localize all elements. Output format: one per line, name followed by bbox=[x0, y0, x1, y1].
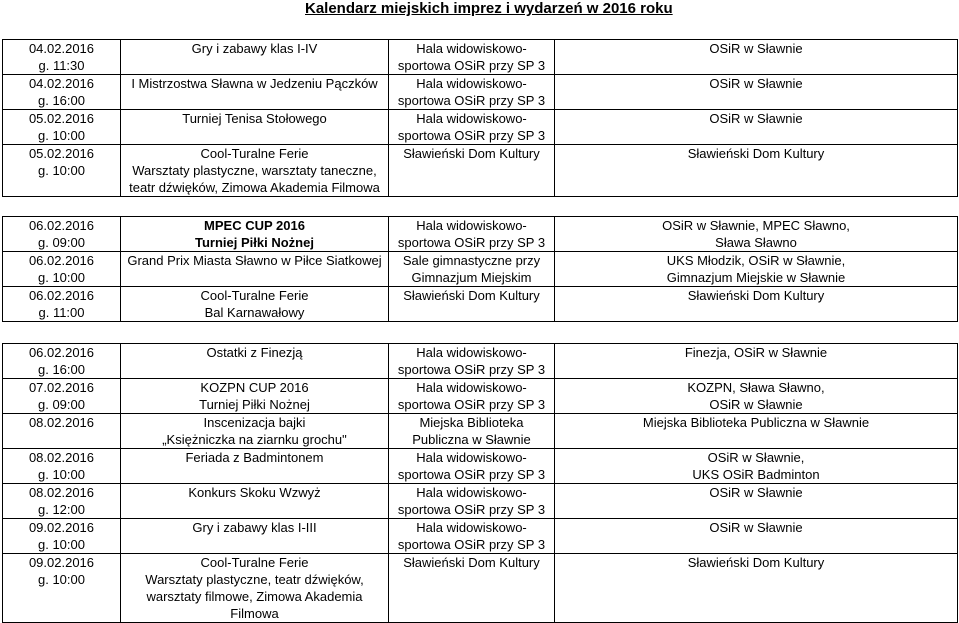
event-name-cell bbox=[121, 110, 389, 145]
event-organizer-cell-line: UKS OSiR Badminton bbox=[692, 467, 820, 482]
event-name-cell bbox=[121, 344, 389, 379]
event-place-cell-line: Hala widowiskowo- bbox=[416, 485, 527, 500]
event-date: 08.02.2016 bbox=[28, 415, 95, 430]
event-place-cell-line: Sławieński Dom Kultury bbox=[403, 555, 540, 570]
event-name-cell-line: MPEC CUP 2016 bbox=[204, 218, 305, 233]
event-organizer-cell-line: OSiR w Sławnie bbox=[709, 111, 803, 126]
event-place-cell-line: Hala widowiskowo- bbox=[416, 218, 527, 233]
event-place-cell bbox=[389, 554, 555, 623]
date-cell bbox=[3, 484, 121, 519]
event-date: 07.02.2016 bbox=[28, 380, 95, 395]
event-place-cell bbox=[389, 110, 555, 145]
event-organizer-cell-line: Miejska Biblioteka Publiczna w Sławnie bbox=[642, 415, 870, 430]
event-time: g. 10:00 bbox=[38, 537, 85, 552]
event-organizer-cell bbox=[555, 554, 958, 623]
event-name-cell-line: Gry i zabawy klas I-III bbox=[192, 520, 317, 535]
event-date: 06.02.2016 bbox=[28, 288, 95, 303]
event-place-cell-line: Hala widowiskowo- bbox=[416, 450, 527, 465]
event-organizer-cell-line: OSiR w Sławnie bbox=[709, 41, 803, 56]
table-row bbox=[3, 252, 958, 287]
event-place-cell bbox=[389, 75, 555, 110]
event-place-cell-line: Sławieński Dom Kultury bbox=[403, 288, 540, 303]
event-organizer-cell-line: Finezja, OSiR w Sławnie bbox=[684, 345, 828, 360]
event-place-cell bbox=[389, 484, 555, 519]
event-name-cell-line: Warsztaty plastyczne, warsztaty taneczne, bbox=[132, 163, 377, 178]
event-time: g. 16:00 bbox=[38, 362, 85, 377]
event-date: 08.02.2016 bbox=[28, 450, 95, 465]
event-place-cell bbox=[389, 519, 555, 554]
event-name-cell bbox=[121, 484, 389, 519]
event-name-cell bbox=[121, 414, 389, 449]
group-gap bbox=[3, 322, 958, 344]
event-place-cell-line: Gimnazjum Miejskim bbox=[411, 270, 532, 285]
event-organizer-cell-line: KOZPN, Sława Sławno, bbox=[687, 380, 825, 395]
events-table-body bbox=[3, 40, 958, 623]
event-place-cell-line: sportowa OSiR przy SP 3 bbox=[397, 502, 546, 517]
event-organizer-cell bbox=[555, 519, 958, 554]
event-name-cell-line: Feriada z Badmintonem bbox=[185, 450, 324, 465]
event-name-cell bbox=[121, 252, 389, 287]
event-organizer-cell bbox=[555, 449, 958, 484]
event-place-cell bbox=[389, 40, 555, 75]
date-cell bbox=[3, 145, 121, 197]
event-organizer-cell-line: Gimnazjum Miejskie w Sławnie bbox=[666, 270, 846, 285]
event-date: 04.02.2016 bbox=[28, 76, 95, 91]
event-place-cell-line: sportowa OSiR przy SP 3 bbox=[397, 93, 546, 108]
event-organizer-cell bbox=[555, 110, 958, 145]
event-name-cell bbox=[121, 287, 389, 322]
event-time: g. 10:00 bbox=[38, 270, 85, 285]
event-organizer-cell-line: OSiR w Sławnie bbox=[709, 397, 803, 412]
event-place-cell bbox=[389, 252, 555, 287]
date-cell bbox=[3, 110, 121, 145]
events-table bbox=[2, 39, 958, 623]
event-organizer-cell-line: Sławieński Dom Kultury bbox=[687, 146, 825, 161]
event-place-cell-line: Sale gimnastyczne przy bbox=[402, 253, 541, 268]
event-name-cell-line: Gry i zabawy klas I-IV bbox=[191, 41, 318, 56]
event-name-cell bbox=[121, 145, 389, 197]
event-place-cell-line: sportowa OSiR przy SP 3 bbox=[397, 362, 546, 377]
event-date: 08.02.2016 bbox=[28, 485, 95, 500]
event-organizer-cell bbox=[555, 40, 958, 75]
group-gap-cell bbox=[3, 322, 958, 344]
event-name-cell-line: Grand Prix Miasta Sławno w Piłce Siatkowej bbox=[127, 253, 382, 268]
event-time: g. 09:00 bbox=[38, 235, 85, 250]
event-name-cell bbox=[121, 379, 389, 414]
event-organizer-cell bbox=[555, 145, 958, 197]
event-place-cell-line: Hala widowiskowo- bbox=[416, 345, 527, 360]
event-place-cell-line: Sławieński Dom Kultury bbox=[403, 146, 540, 161]
event-name-cell-line: Turniej Piłki Nożnej bbox=[199, 397, 310, 412]
event-name-cell-line: Filmowa bbox=[230, 606, 279, 621]
event-place-cell-line: Hala widowiskowo- bbox=[416, 111, 527, 126]
event-organizer-cell-line: OSiR w Sławnie, MPEC Sławno, bbox=[662, 218, 850, 233]
event-organizer-cell-line: OSiR w Sławnie bbox=[709, 520, 803, 535]
event-organizer-cell-line: Sławieński Dom Kultury bbox=[687, 288, 825, 303]
event-date: 06.02.2016 bbox=[28, 345, 95, 360]
event-time: g. 11:30 bbox=[38, 58, 85, 73]
event-place-cell-line: Miejska Biblioteka bbox=[419, 415, 524, 430]
event-name-cell-line: warsztaty filmowe, Zimowa Akademia bbox=[146, 589, 363, 604]
event-organizer-cell bbox=[555, 484, 958, 519]
event-organizer-cell bbox=[555, 379, 958, 414]
event-organizer-cell-line: Sława Sławno bbox=[715, 235, 797, 250]
event-name-cell-line: KOZPN CUP 2016 bbox=[200, 380, 309, 395]
group-gap bbox=[3, 197, 958, 217]
event-place-cell bbox=[389, 449, 555, 484]
date-cell bbox=[3, 287, 121, 322]
date-cell bbox=[3, 40, 121, 75]
event-name-cell-line: Bal Karnawałowy bbox=[204, 305, 305, 320]
event-date: 09.02.2016 bbox=[28, 555, 95, 570]
event-name-cell-line: Turniej Piłki Nożnej bbox=[195, 235, 314, 250]
event-organizer-cell bbox=[555, 252, 958, 287]
event-place-cell-line: sportowa OSiR przy SP 3 bbox=[397, 58, 546, 73]
event-name-cell-line: Inscenizacja bajki bbox=[203, 415, 306, 430]
table-row bbox=[3, 110, 958, 145]
table-row bbox=[3, 379, 958, 414]
event-place-cell-line: sportowa OSiR przy SP 3 bbox=[397, 128, 546, 143]
date-cell bbox=[3, 554, 121, 623]
event-time: g. 10:00 bbox=[38, 467, 85, 482]
table-row bbox=[3, 414, 958, 449]
event-organizer-cell-line: UKS Młodzik, OSiR w Sławnie, bbox=[666, 253, 846, 268]
date-cell bbox=[3, 344, 121, 379]
event-place-cell bbox=[389, 414, 555, 449]
event-time: g. 10:00 bbox=[38, 163, 85, 178]
event-date: 06.02.2016 bbox=[28, 218, 95, 233]
event-time: g. 10:00 bbox=[38, 572, 85, 587]
event-time: g. 11:00 bbox=[38, 305, 85, 320]
event-organizer-cell-line: OSiR w Sławnie bbox=[709, 485, 803, 500]
event-organizer-cell-line: OSiR w Sławnie bbox=[709, 76, 803, 91]
event-name-cell-line: Warsztaty plastyczne, teatr dźwięków, bbox=[145, 572, 364, 587]
table-row bbox=[3, 217, 958, 252]
event-place-cell-line: sportowa OSiR przy SP 3 bbox=[397, 537, 546, 552]
event-name-cell-line: Turniej Tenisa Stołowego bbox=[182, 111, 327, 126]
event-time: g. 10:00 bbox=[38, 128, 85, 143]
page-title: Kalendarz miejskich imprez i wydarzeń w 2016 roku bbox=[305, 0, 673, 17]
event-place-cell bbox=[389, 145, 555, 197]
table-row bbox=[3, 519, 958, 554]
event-place-cell-line: Hala widowiskowo- bbox=[416, 41, 527, 56]
event-organizer-cell bbox=[555, 75, 958, 110]
table-row bbox=[3, 484, 958, 519]
event-place-cell bbox=[389, 344, 555, 379]
event-organizer-cell bbox=[555, 217, 958, 252]
table-row bbox=[3, 554, 958, 623]
event-place-cell bbox=[389, 379, 555, 414]
date-cell bbox=[3, 449, 121, 484]
event-organizer-cell bbox=[555, 414, 958, 449]
event-name-cell bbox=[121, 75, 389, 110]
event-name-cell bbox=[121, 40, 389, 75]
table-row bbox=[3, 287, 958, 322]
event-date: 05.02.2016 bbox=[28, 146, 95, 161]
date-cell bbox=[3, 217, 121, 252]
table-row bbox=[3, 145, 958, 197]
event-place-cell bbox=[389, 287, 555, 322]
event-date: 06.02.2016 bbox=[28, 253, 95, 268]
event-place-cell-line: sportowa OSiR przy SP 3 bbox=[397, 235, 546, 250]
date-cell bbox=[3, 519, 121, 554]
event-time: g. 09:00 bbox=[38, 397, 85, 412]
event-place-cell-line: Hala widowiskowo- bbox=[416, 520, 527, 535]
event-name-cell-line: teatr dźwięków, Zimowa Akademia Filmowa bbox=[129, 180, 380, 195]
event-name-cell-line: Ostatki z Finezją bbox=[206, 345, 303, 360]
event-name-cell-line: Cool-Turalne Ferie bbox=[200, 288, 309, 303]
group-gap-cell bbox=[3, 197, 958, 217]
table-row bbox=[3, 344, 958, 379]
event-name-cell-line: Konkurs Skoku Wzwyż bbox=[188, 485, 321, 500]
event-place-cell-line: sportowa OSiR przy SP 3 bbox=[397, 467, 546, 482]
date-cell bbox=[3, 414, 121, 449]
date-cell bbox=[3, 75, 121, 110]
event-date: 09.02.2016 bbox=[28, 520, 95, 535]
event-name-cell-line: I Mistrzostwa Sławna w Jedzeniu Pączków bbox=[131, 76, 378, 91]
event-organizer-cell-line: OSiR w Sławnie, bbox=[707, 450, 805, 465]
table-row bbox=[3, 75, 958, 110]
event-name-cell-line: Cool-Turalne Ferie bbox=[200, 146, 309, 161]
event-time: g. 16:00 bbox=[38, 93, 85, 108]
table-row bbox=[3, 40, 958, 75]
event-place-cell-line: Hala widowiskowo- bbox=[416, 76, 527, 91]
event-place-cell-line: Publiczna w Sławnie bbox=[412, 432, 531, 447]
event-place-cell bbox=[389, 217, 555, 252]
event-name-cell bbox=[121, 217, 389, 252]
event-time: g. 12:00 bbox=[38, 502, 85, 517]
event-place-cell-line: Hala widowiskowo- bbox=[416, 380, 527, 395]
event-name-cell bbox=[121, 449, 389, 484]
event-date: 04.02.2016 bbox=[28, 41, 95, 56]
date-cell bbox=[3, 252, 121, 287]
event-organizer-cell bbox=[555, 287, 958, 322]
event-name-cell bbox=[121, 554, 389, 623]
table-row bbox=[3, 449, 958, 484]
event-organizer-cell-line: Sławieński Dom Kultury bbox=[687, 555, 825, 570]
event-name-cell bbox=[121, 519, 389, 554]
event-name-cell-line: „Księżniczka na ziarnku grochu" bbox=[162, 432, 347, 447]
event-date: 05.02.2016 bbox=[28, 111, 95, 126]
event-place-cell-line: sportowa OSiR przy SP 3 bbox=[397, 397, 546, 412]
date-cell bbox=[3, 379, 121, 414]
event-name-cell-line: Cool-Turalne Ferie bbox=[200, 555, 309, 570]
event-organizer-cell bbox=[555, 344, 958, 379]
